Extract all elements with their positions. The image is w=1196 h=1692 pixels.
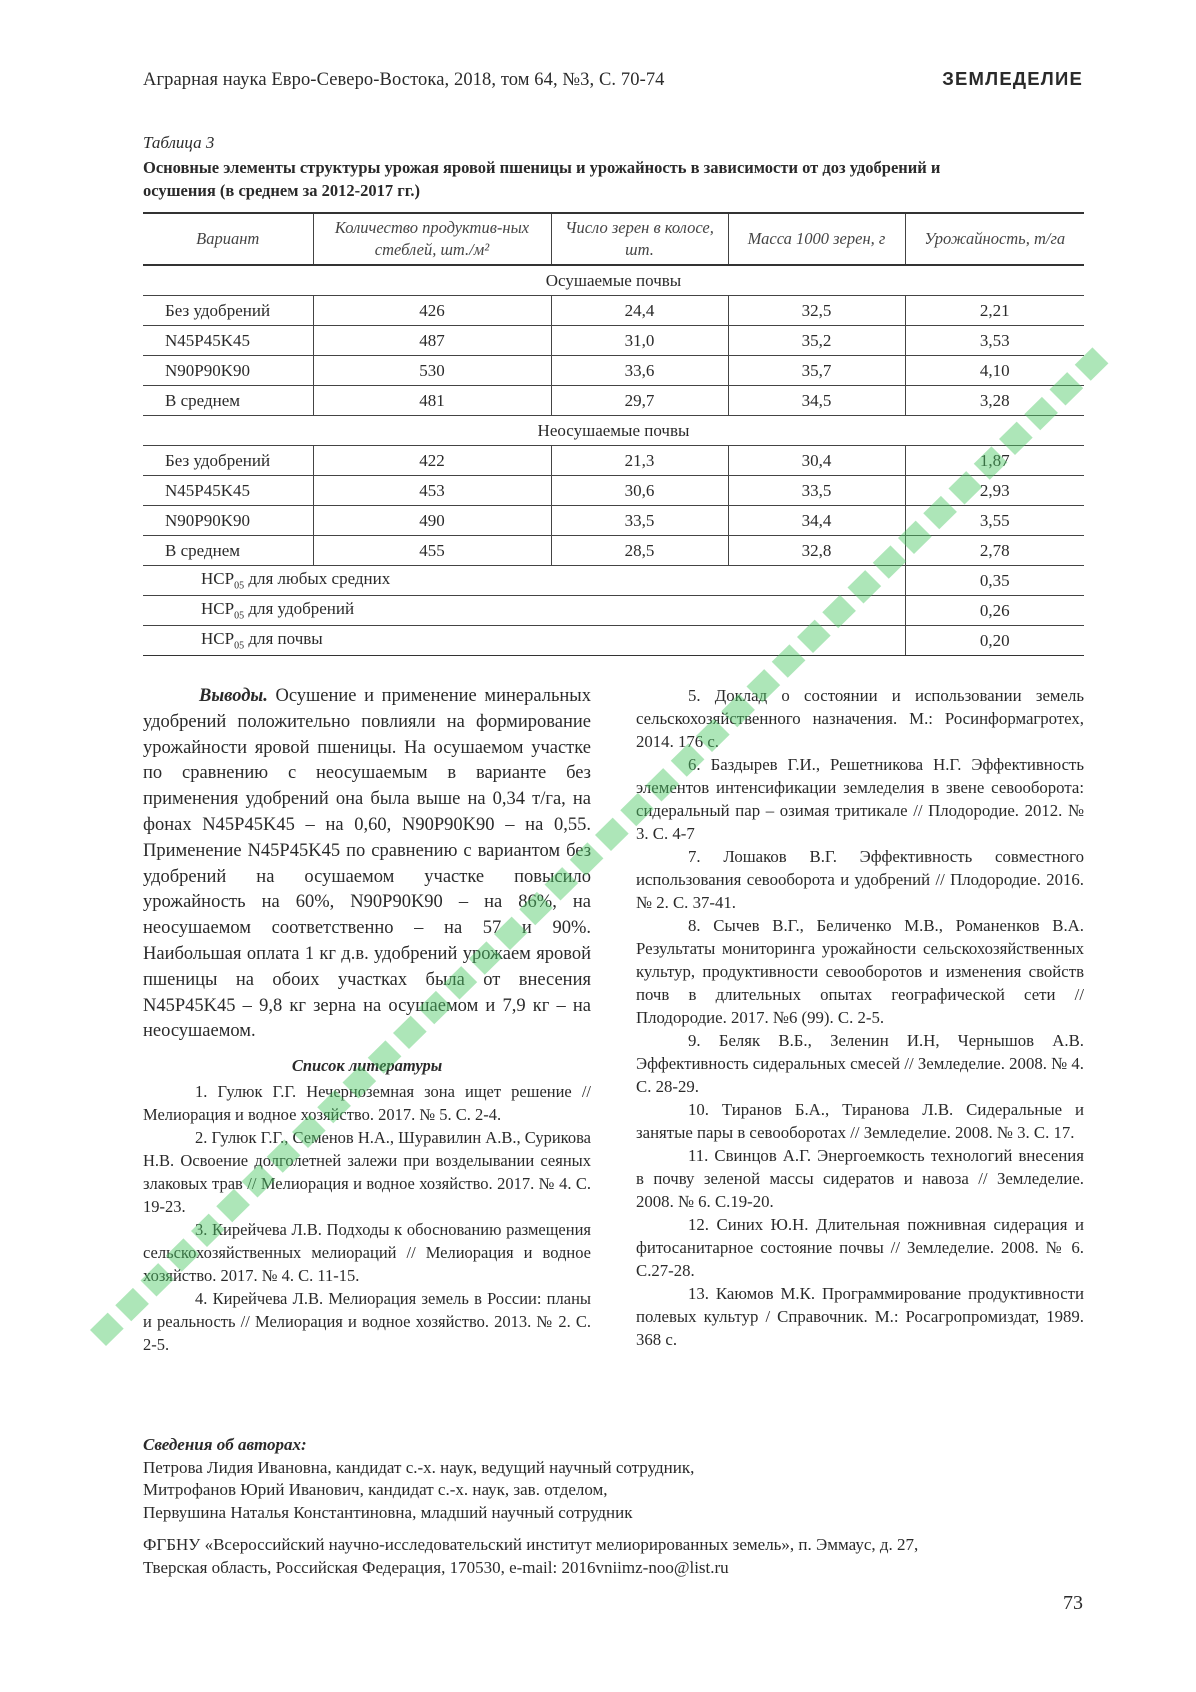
reference-item: 3. Кирейчева Л.В. Подходы к обоснованию размещения сельскохозяйственных мелиораций // Мелиорация и водное хозяйство. 2017. № 4. С. 11-15. <box>143 1220 591 1286</box>
table-row <box>143 386 1084 416</box>
running-header <box>143 68 1083 98</box>
value-cell: 30,4 <box>728 446 905 476</box>
value-cell: 30,6 <box>551 476 728 506</box>
column-header: Количество продуктив-ных стеблей, шт./м² <box>313 213 551 265</box>
hcp-label <box>143 626 905 656</box>
variant-cell: N90P90K90 <box>143 356 313 386</box>
value-cell: 24,4 <box>551 296 728 326</box>
value-cell: 481 <box>313 386 551 416</box>
reference-item: 5. Доклад о состоянии и использовании земель сельскохозяйственного назначения. М.: Росинформагротех, 2014. 176 с. <box>636 686 1084 751</box>
reference-item: 10. Тиранов Б.А., Тиранова Л.В. Сидеральные и занятые пары в севооборотах // Земледелие. 2008. № 3. С. 17. <box>636 1100 1084 1142</box>
value-cell: 422 <box>313 446 551 476</box>
table-row <box>143 476 1084 506</box>
hcp-row <box>143 596 1084 626</box>
value-cell: 2,78 <box>905 536 1084 566</box>
section-label: ЗЕМЛЕДЕЛИЕ <box>942 68 1083 89</box>
variant-cell: N45P45K45 <box>143 326 313 356</box>
affiliation-line: ФГБНУ «Всероссийский научно-исследовательский институт мелиорированных земель», п. Эммаус, д. 27, <box>143 1535 919 1554</box>
hcp-abbrev: НСР <box>201 569 235 589</box>
value-cell: 33,5 <box>551 506 728 536</box>
reference-item: 4. Кирейчева Л.В. Мелиорация земель в России: планы и реальность // Мелиорация и водное хозяйство. 2013. № 2. С. 2-5. <box>143 1289 591 1355</box>
hcp-subscript: 05 <box>234 610 245 622</box>
table-title: Основные элементы структуры урожая яровой пшеницы и урожайность в зависимости от доз удобрений и осушения (в среднем за 2012-2017 гг.) <box>143 158 941 200</box>
hcp-subscript: 05 <box>234 580 245 592</box>
value-cell: 32,5 <box>728 296 905 326</box>
authors-title: Сведения об авторах: <box>143 1435 307 1454</box>
value-cell: 35,2 <box>728 326 905 356</box>
conclusions-text: Осушение и применение минеральных удобрений положительно повлияли на формирование урожайности яровой пшеницы. На осушаемом участке по сравнению с неосушаемым в варианте без применения удобрений она была выше на 0,34 т/га, на фонах N45P45K45 – на 0,60, N90P90K90 – на 0,55. Применение N45P45K45 по сравнению с вариантом без удобрений на осушаемом участке повысило урожайность на 60%, N90P90K90 – на 86%, на неосушаемом соответственно – на 57 и 90%. Наибольшая оплата 1 кг д.в. удобрений урожаем яровой пшеницы на обоих участках была от внесения N45P45K45 – 9,8 кг зерна на осушаемом и 7,9 кг – на неосушаемом. <box>143 686 591 1042</box>
conclusions-paragraph <box>143 684 591 1045</box>
reference-item: 9. Беляк В.Б., Зеленин И.Н, Чернышов А.В. Эффективность сидеральных смесей // Земледелие. 2008. № 4. С. 28-29. <box>636 1031 1084 1096</box>
value-cell: 3,55 <box>905 506 1084 536</box>
watermark-segment <box>595 818 629 851</box>
variant-cell: N90P90K90 <box>143 506 313 536</box>
table-row <box>143 446 1084 476</box>
table-row <box>143 356 1084 386</box>
references-right <box>636 684 1084 1351</box>
conclusions-lead: Выводы. <box>199 686 268 706</box>
value-cell: 2,93 <box>905 476 1084 506</box>
variant-cell: Без удобрений <box>143 446 313 476</box>
affiliation-line: Тверская область, Российская Федерация, 170530, e-mail: 2016vniimz-noo@list.ru <box>143 1557 729 1577</box>
value-cell: 455 <box>313 536 551 566</box>
value-cell: 34,5 <box>728 386 905 416</box>
value-cell: 2,21 <box>905 296 1084 326</box>
table-header-row <box>143 213 1084 265</box>
value-cell: 426 <box>313 296 551 326</box>
section-row <box>143 265 1084 296</box>
hcp-row <box>143 566 1084 596</box>
hcp-subscript: 05 <box>234 640 245 652</box>
value-cell: 3,53 <box>905 326 1084 356</box>
column-header: Урожайность, т/га <box>905 213 1084 265</box>
reference-item: 13. Каюмов М.К. Программирование продуктивности полевых культур / Справочник. М.: Росагропромиздат, 1989. 368 с. <box>636 1284 1084 1349</box>
references-left <box>143 1080 591 1356</box>
left-column <box>143 684 591 1356</box>
hcp-value: 0,26 <box>905 596 1084 626</box>
references-title: Список литературы <box>291 1056 443 1076</box>
hcp-abbrev: НСР <box>201 629 235 649</box>
hcp-text: для почвы <box>244 629 323 649</box>
value-cell: 21,3 <box>551 446 728 476</box>
table-body <box>143 265 1084 656</box>
table-row <box>143 506 1084 536</box>
table-row <box>143 536 1084 566</box>
value-cell: 35,7 <box>728 356 905 386</box>
author-line: Первушина Наталья Константиновна, младший научный сотрудник <box>143 1502 633 1522</box>
hcp-value: 0,20 <box>905 626 1084 656</box>
right-column <box>636 684 1084 1351</box>
hcp-row <box>143 626 1084 656</box>
hcp-text: для удобрений <box>244 599 355 619</box>
reference-item: 7. Лошаков В.Г. Эффективность совместного использования севооборота и удобрений // Плодородие. 2016. № 2. С. 37-41. <box>636 847 1084 912</box>
table-row <box>143 296 1084 326</box>
value-cell: 487 <box>313 326 551 356</box>
value-cell: 4,10 <box>905 356 1084 386</box>
value-cell: 530 <box>313 356 551 386</box>
variant-cell: В среднем <box>143 536 313 566</box>
reference-item: 12. Синих Ю.Н. Длительная пожнивная сидерация и фитосанитарное состояние почвы // Земледелие. 2008. № 6. С.27-28. <box>636 1215 1084 1280</box>
value-cell: 34,4 <box>728 506 905 536</box>
reference-item: 6. Баздырев Г.И., Решетникова Н.Г. Эффективность элементов интенсификации земледелия в звене севооборота: сидеральный пар – озимая тритикале // Плодородие. 2012. № 3. С. 4-7 <box>636 755 1084 843</box>
page-number: 73 <box>1063 1592 1083 1614</box>
section-row <box>143 416 1084 446</box>
value-cell: 31,0 <box>551 326 728 356</box>
authors-block <box>143 1434 1093 1579</box>
section-label: Осушаемые почвы <box>143 265 1084 296</box>
value-cell: 33,5 <box>728 476 905 506</box>
value-cell: 33,6 <box>551 356 728 386</box>
variant-cell: Без удобрений <box>143 296 313 326</box>
value-cell: 3,28 <box>905 386 1084 416</box>
author-line: Митрофанов Юрий Иванович, кандидат с.-х. наук, зав. отделом, <box>143 1480 608 1499</box>
journal-citation: Аграрная наука Евро-Северо-Востока, 2018, том 64, №3, С. 70-74 <box>143 70 665 90</box>
variant-cell: В среднем <box>143 386 313 416</box>
table-row <box>143 326 1084 356</box>
section-label: Неосушаемые почвы <box>143 416 1084 446</box>
watermark-segment <box>90 1313 124 1346</box>
hcp-label <box>143 566 905 596</box>
column-header: Число зерен в колосе, шт. <box>551 213 728 265</box>
results-table <box>143 212 1084 656</box>
value-cell: 1,87 <box>905 446 1084 476</box>
value-cell: 29,7 <box>551 386 728 416</box>
column-header: Вариант <box>143 213 313 265</box>
value-cell: 28,5 <box>551 536 728 566</box>
reference-item: 2. Гулюк Г.Г., Семенов Н.А., Шуравилин А.В., Сурикова Н.В. Освоение долголетней залежи при возделывании сеяных злаковых трав // Мелиорация и водное хозяйство. 2017. № 4. С. 19-23. <box>143 1128 591 1217</box>
value-cell: 453 <box>313 476 551 506</box>
hcp-value: 0,35 <box>905 566 1084 596</box>
column-header: Масса 1000 зерен, г <box>728 213 905 265</box>
reference-item: 1. Гулюк Г.Г. Нечерноземная зона ищет решение // Мелиорация и водное хозяйство. 2017. № 5. С. 2-4. <box>143 1082 591 1125</box>
author-line: Петрова Лидия Ивановна, кандидат с.-х. наук, ведущий научный сотрудник, <box>143 1457 695 1477</box>
table-caption: Таблица 3 <box>143 133 215 152</box>
hcp-text: для любых средних <box>244 569 391 589</box>
reference-item: 8. Сычев В.Г., Беличенко М.В., Романенков В.А. Результаты мониторинга урожайности сельскохозяйственных культур, продуктивности севооборотов и изменения свойств почв в длительных опытах географической сети // Плодородие. 2017. №6 (99). С. 2-5. <box>636 916 1084 1027</box>
value-cell: 490 <box>313 506 551 536</box>
hcp-label <box>143 596 905 626</box>
reference-item: 11. Свинцов А.Г. Энергоемкость технологий внесения в почву зеленой массы сидератов и навоза // Земледелие. 2008. № 6. С.19-20. <box>636 1146 1084 1211</box>
value-cell: 32,8 <box>728 536 905 566</box>
hcp-abbrev: НСР <box>201 599 235 619</box>
variant-cell: N45P45K45 <box>143 476 313 506</box>
